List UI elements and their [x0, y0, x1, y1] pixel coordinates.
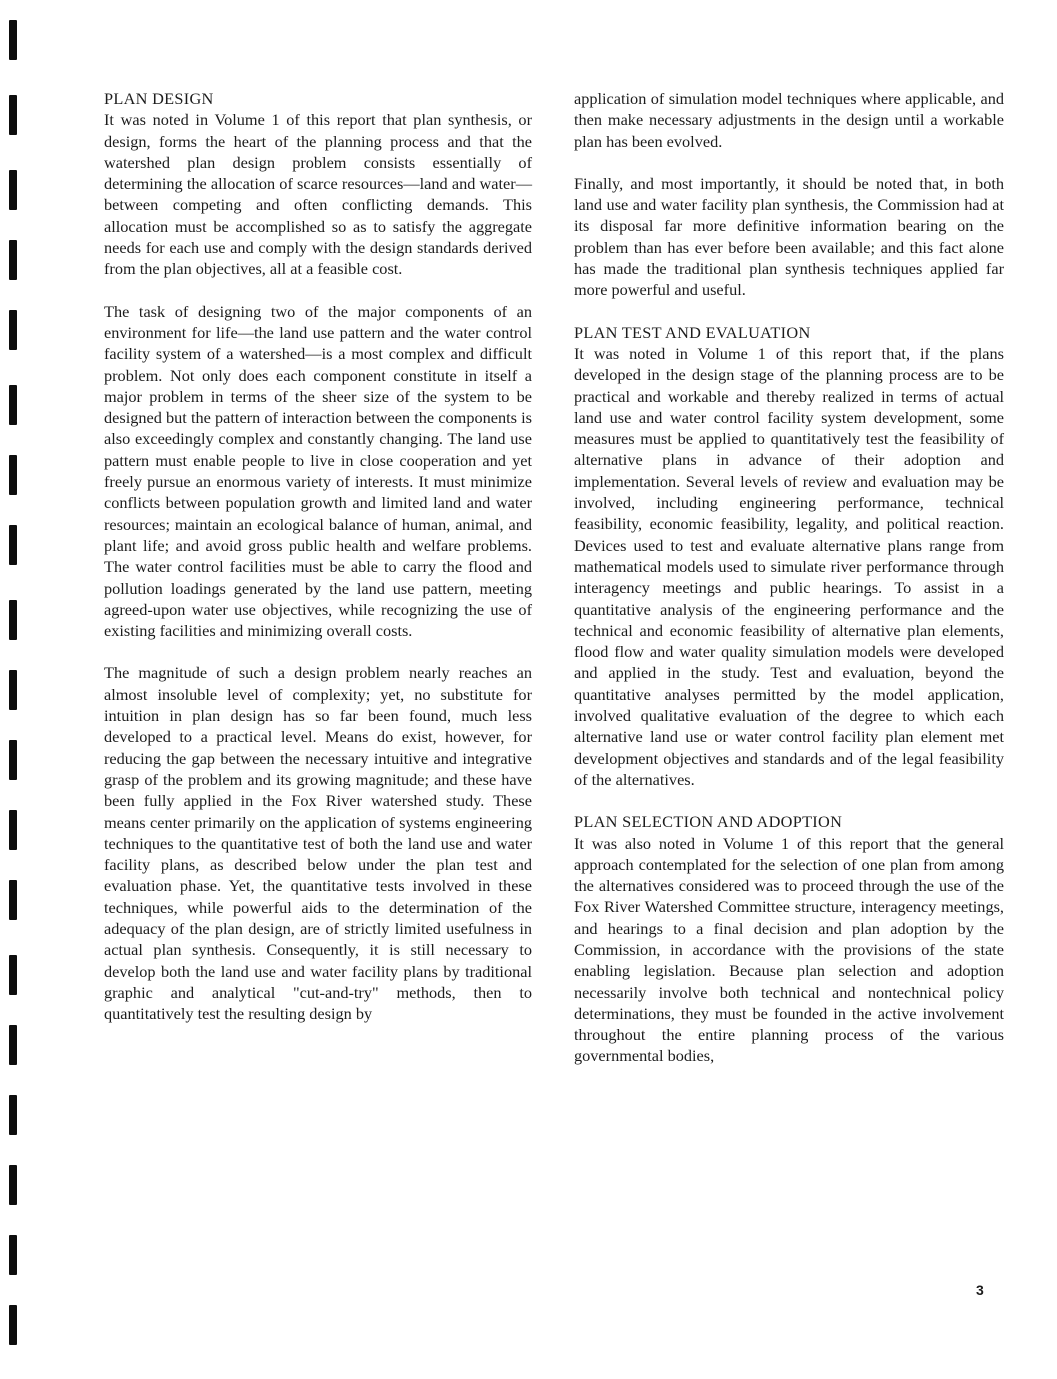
binding-mark: [9, 20, 17, 60]
right-column: [574, 88, 1004, 1088]
plan-design-paragraph: The magnitude of such a design problem nearly reaches an almost insoluble level of complexity; yet, no substitute for intuition in plan design has so far been found, much less developed to a practical level. Means do exist, however, for reducing the gap between the necessary intuitive and integrative grasp of the problem and its growing magnitude; and these have been fully applied in the Fox River watershed study. These means center primarily on the application of systems engineering techniques to the quantitative test of both the land use and water facility plans, as described below under the plan test and evaluation phase. Yet, the quantitative tests involved in these techniques, while powerful aids to the determination of the adequacy of the plan design, are of strictly limited usefulness in actual plan synthesis. Consequently, it is still necessary to develop both the land use and water facility plans by traditional graphic and analytical "cut-and-try" methods, then to quantitatively test the resulting design by: [104, 663, 532, 1024]
left-column: [104, 88, 532, 1045]
plan-selection-paragraph: It was also noted in Volume 1 of this report that the general approach contemplated for the selection of one plan from among the alternatives considered was to proceed through the use of the Fox River Watershed Committee structure, interagency meetings, and hearings to a final decision and plan adoption by the Commission, in accordance with the provisions of the state enabling legislation. Because plan selection and adoption necessarily involve both technical and nontechnical policy determinations, they must be founded in the active involvement throughout the entire planning process of the various governmental bodies,: [574, 833, 1004, 1066]
binding-mark: [9, 880, 17, 920]
binding-mark: [9, 525, 17, 565]
binding-mark: [9, 1235, 17, 1275]
page-number: 3: [976, 1282, 984, 1298]
binding-mark: [9, 1025, 17, 1065]
continuation-paragraph: application of simulation model techniques where applicable, and then make necessary adjustments in the design until a workable plan has been evolved.: [574, 89, 1004, 151]
binding-mark: [9, 955, 17, 995]
binding-mark: [9, 455, 17, 495]
plan-test-heading: PLAN TEST AND EVALUATION: [574, 322, 811, 342]
plan-design-paragraph: The task of designing two of the major components of an environment for life—the land use pattern and the water control facility system of a watershed—is a most complex and difficult problem. Not only does each component constitute in itself a major problem in terms of the sheer size of the system to be designed but the pattern of interaction between the components is also exceedingly complex and constantly changing. The land use pattern must enable people to live in close cooperation and yet freely pursue an enormous variety of interests. It must minimize conflicts between population growth and limited land and water resources; maintain an ecological balance of human, animal, and plant life; and avoid gross public health and welfare problems. The water control facilities must be able to carry the flood and pollution loadings generated by the land use pattern, meeting agreed-upon water use objectives, while recognizing the use of existing facilities and minimizing overall costs.: [104, 301, 532, 641]
binding-mark: [9, 810, 17, 850]
binding-holes: [0, 0, 30, 1379]
binding-mark: [9, 1305, 17, 1345]
binding-mark: [9, 670, 17, 710]
binding-mark: [9, 385, 17, 425]
binding-mark: [9, 1095, 17, 1135]
plan-test-paragraph: It was noted in Volume 1 of this report that, if the plans developed in the design stage of the planning process are to be practical and workable and thereby realized in terms of actual land use and water control facility system development, some measures must be applied to quantitatively test the feasibility of alternative plans in advance of their adoption and implementation. Several levels of review and evaluation may be involved, including engineering performance, technical feasibility, economic feasibility, legality, and political reaction. Devices used to test and evaluate alternative plans range from mathematical models used to simulate river performance through interagency meetings and public hearings. To assist in a quantitative analysis of the engineering performance and the technical and economic feasibility of alternative plan elements, flood flow and water quality simulation models were developed and applied in the study. Test and evaluation, beyond the quantitative analyses permitted by the model application, involved qualitative evaluation of the degree to which each alternative land use or water control facility plan element met development objectives and standards and of the legal feasibility of the alternatives.: [574, 343, 1004, 789]
binding-mark: [9, 310, 17, 350]
binding-mark: [9, 1165, 17, 1205]
plan-design-paragraph: It was noted in Volume 1 of this report that plan synthesis, or design, forms the heart of the planning process and that the watershed plan design problem consists essentially of determining the allocation of scarce resources—land and water—between competing and often conflicting demands. This allocation must be accomplished so as to satisfy the aggregate needs for each use and comply with the design standards derived from the plan objectives, all at a feasible cost.: [104, 110, 532, 279]
binding-mark: [9, 600, 17, 640]
binding-mark: [9, 240, 17, 280]
binding-mark: [9, 95, 17, 135]
binding-mark: [9, 740, 17, 780]
continuation-paragraph: Finally, and most importantly, it should be noted that, in both land use and water facility plan synthesis, the Commission had at its disposal far more definitive information bearing on the problem than has ever before been available; and this fact alone has made the traditional plan synthesis techniques applied far more powerful and useful.: [574, 173, 1004, 300]
plan-design-heading: PLAN DESIGN: [104, 89, 214, 108]
plan-selection-heading: PLAN SELECTION AND ADOPTION: [574, 812, 843, 832]
binding-mark: [9, 170, 17, 210]
